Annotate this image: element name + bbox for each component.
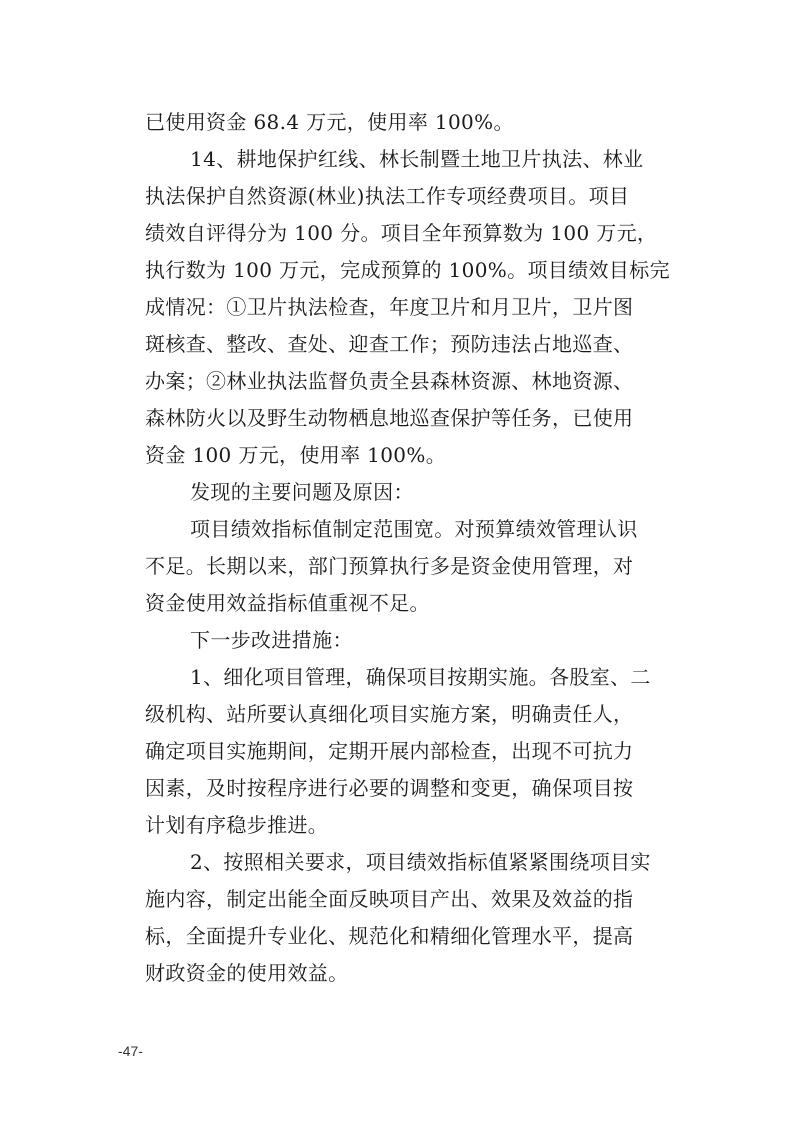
paragraph-line: 执法保护自然资源(林业)执法工作专项经费项目。项目 [145, 184, 630, 208]
paragraph-line: 资金使用效益指标值重视不足。 [145, 591, 430, 615]
section-heading: 发现的主要问题及原因： [190, 480, 414, 504]
paragraph-line: 财政资金的使用效益。 [145, 961, 349, 985]
paragraph-line: 绩效自评得分为 100 分。项目全年预算数为 100 万元， [145, 221, 658, 245]
paragraph-line: 14、耕地保护红线、林长制暨土地卫片执法、林业 [190, 147, 644, 171]
paragraph-line: 斑核查、整改、查处、迎查工作；预防违法占地巡查、 [145, 332, 634, 356]
paragraph-line: 办案；②林业执法监督负责全县森林资源、林地资源、 [145, 369, 634, 393]
page-number: -47- [118, 1043, 143, 1059]
paragraph-line: 标，全面提升专业化、规范化和精细化管理水平，提高 [145, 924, 634, 948]
paragraph-line: 确定项目实施期间，定期开展内部检查，出现不可抗力 [145, 739, 634, 763]
paragraph-line: 执行数为 100 万元，完成预算的 100%。项目绩效目标完 [145, 258, 670, 282]
paragraph-line: 已使用资金 68.4 万元，使用率 100%。 [145, 110, 514, 134]
paragraph-line: 资金 100 万元，使用率 100%。 [145, 443, 447, 467]
paragraph-line: 不足。长期以来，部门预算执行多是资金使用管理，对 [145, 554, 634, 578]
paragraph-line: 森林防火以及野生动物栖息地巡查保护等任务，已使用 [145, 406, 634, 430]
paragraph-line: 计划有序稳步推进。 [145, 813, 329, 837]
paragraph-line: 成情况：①卫片执法检查，年度卫片和月卫片，卫片图 [145, 295, 634, 319]
paragraph-line: 级机构、站所要认真细化项目实施方案，明确责任人， [145, 702, 634, 726]
paragraph-line: 项目绩效指标值制定范围宽。对预算绩效管理认识 [190, 517, 638, 541]
paragraph-line: 施内容，制定出能全面反映项目产出、效果及效益的指 [145, 887, 634, 911]
paragraph-line: 1、细化项目管理，确保项目按期实施。各股室、二 [190, 665, 651, 689]
section-heading: 下一步改进措施： [190, 628, 353, 652]
paragraph-line: 2、按照相关要求，项目绩效指标值紧紧围绕项目实 [190, 850, 651, 874]
paragraph-line: 因素，及时按程序进行必要的调整和变更，确保项目按 [145, 776, 634, 800]
